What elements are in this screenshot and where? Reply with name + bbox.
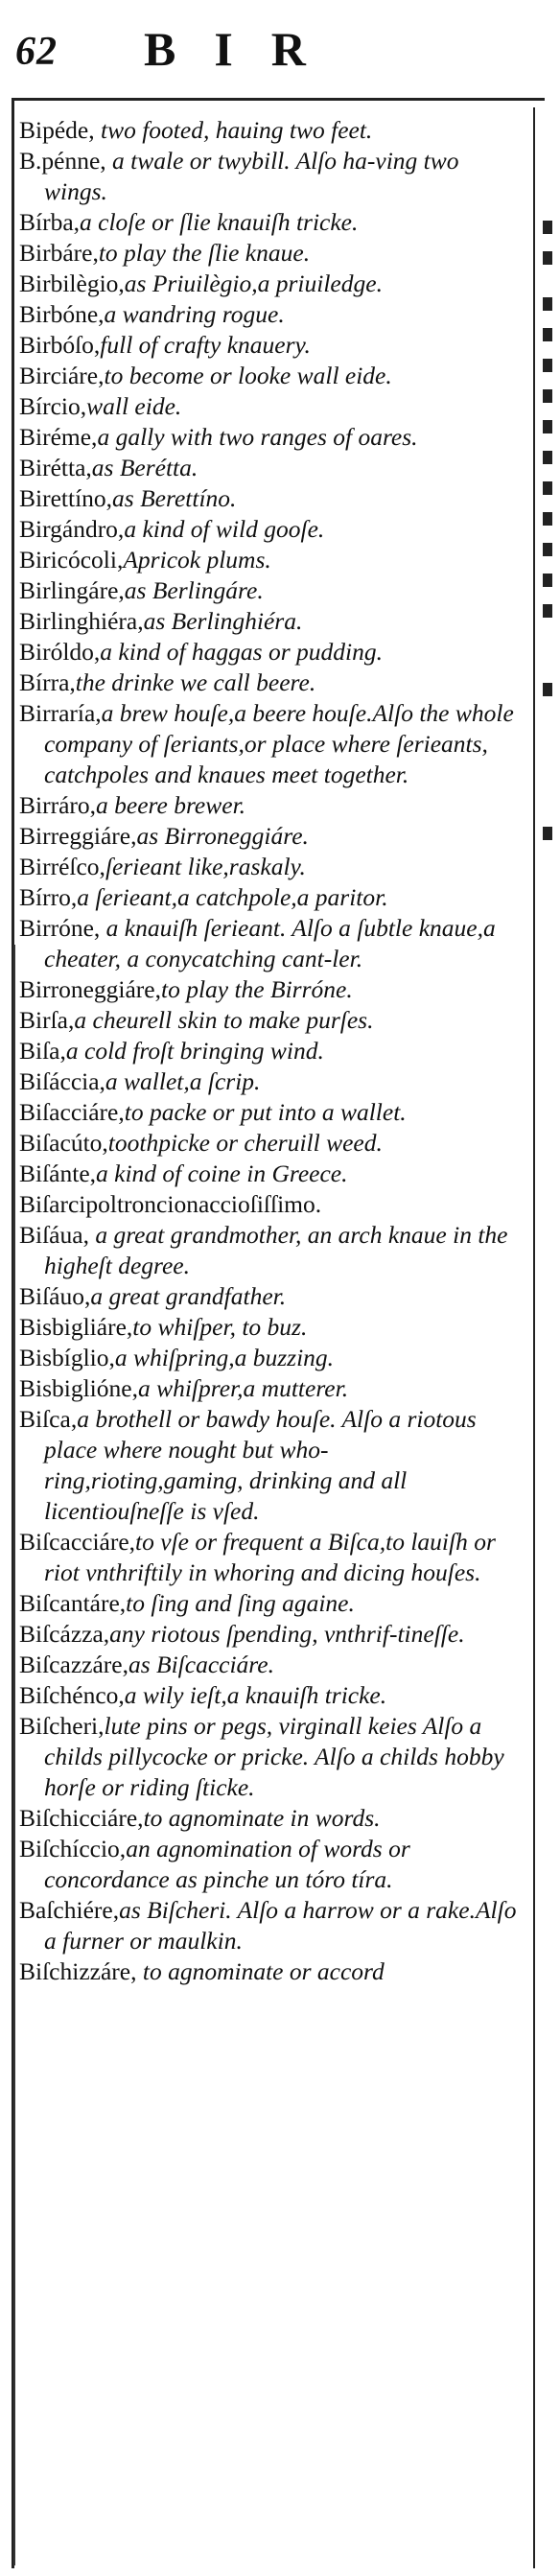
entry-headword: Birettíno, (19, 484, 113, 512)
dictionary-entry (19, 1220, 527, 1281)
adjacent-column-fragment (543, 221, 552, 234)
entry-headword: Birróne, (19, 914, 101, 942)
adjacent-column-fragment (543, 683, 552, 696)
entry-definition: as Berettíno. (112, 484, 237, 512)
dictionary-entry (19, 1159, 527, 1189)
entry-definition: Apricok plums. (123, 546, 271, 574)
entry-headword: Biſcazzáre, (19, 1651, 128, 1678)
entry-definition: a wandring rogue. (104, 300, 285, 328)
adjacent-column-fragment (543, 420, 552, 433)
entry-headword: Biſcázza, (19, 1620, 110, 1648)
dictionary-entry (19, 974, 527, 1005)
entry-definition: a whiſprer,a mutterer. (137, 1374, 349, 1402)
entry-definition: a cloſe or ſlie knauiſh tricke. (80, 208, 359, 236)
entry-definition: to agnominate in words. (143, 1804, 381, 1832)
entry-definition: full of crafty knauery. (100, 331, 311, 359)
entry-headword: B.pénne, (19, 147, 106, 175)
entry-definition: as Priuilègio,a priuiledge. (124, 269, 383, 297)
entry-definition: a cheurell skin to make purſes. (74, 1006, 374, 1034)
dictionary-entry (19, 1588, 527, 1619)
entry-headword: Biſchénco, (19, 1681, 125, 1709)
adjacent-column-fragment (543, 481, 552, 495)
entry-headword: Biſcantáre, (19, 1589, 127, 1617)
dictionary-entry (19, 575, 527, 606)
dictionary-entry (19, 361, 527, 391)
entry-headword: Birlinghiéra, (19, 607, 144, 635)
entry-definition: a wallet,a ſcrip. (105, 1067, 261, 1095)
entry-definition: a cold froſt bringing wind. (65, 1037, 324, 1065)
adjacent-column-fragment (543, 297, 552, 311)
entry-headword: Bírcio, (19, 392, 87, 420)
entry-headword: Birbóne, (19, 300, 105, 328)
entry-headword: Biſca, (19, 1405, 78, 1433)
adjacent-column-fragment (543, 574, 552, 587)
entry-definition: two footed, hauing two feet. (94, 116, 373, 144)
entry-headword: Biſáuo, (19, 1282, 91, 1310)
dictionary-entries (19, 115, 527, 1987)
adjacent-column-fragment (543, 359, 552, 372)
entry-headword: Birbáre, (19, 239, 99, 267)
entry-headword: Birraría, (19, 699, 102, 727)
entry-definition: a kind of haggas or pudding. (100, 638, 383, 666)
entry-headword: Birbóſo, (19, 331, 101, 359)
entry-headword: Biſchíccio, (19, 1835, 127, 1862)
entry-definition: a brew houſe,a beere houſe.Alſo the whole company of ſeriants,or place where ſerieants, catchpoles and knaues meet together. (44, 699, 514, 788)
dictionary-entry (19, 514, 527, 545)
top-rule (12, 98, 545, 101)
dictionary-entry (19, 391, 527, 422)
adjacent-column-fragment (543, 543, 552, 556)
entry-definition: lute pins or pegs, virginall keies Alſo a childs pillycocke or pricke. Alſo a childs hobby horſe or riding ſticke. (44, 1712, 504, 1801)
adjacent-column-fragment (543, 251, 552, 265)
dictionary-entry (19, 1680, 527, 1711)
entry-definition: toothpicke or cheruill weed. (107, 1129, 383, 1157)
entry-headword: Birlingáre, (19, 576, 125, 604)
dictionary-entry (19, 698, 527, 790)
entry-headword: Biſáua, (19, 1221, 89, 1249)
dictionary-entry (19, 453, 527, 483)
adjacent-column-fragment (543, 827, 552, 840)
entry-headword: Birroneggiáre, (19, 975, 161, 1003)
entry-definition: a wily ieſt,a knauiſh tricke. (124, 1681, 387, 1709)
entry-definition: a beere brewer. (96, 791, 246, 819)
entry-headword: Bírra, (19, 668, 76, 696)
entry-definition: a twale or twybill. Alſo ha-ving two wings. (44, 147, 459, 205)
dictionary-entry (19, 207, 527, 238)
dictionary-entry (19, 667, 527, 698)
entry-headword: Biréme, (19, 423, 98, 451)
entry-definition: to whiſper, to buz. (132, 1313, 308, 1341)
column-rule-inner (13, 945, 15, 2565)
entry-headword: Biróldo, (19, 638, 101, 666)
entry-definition: any riotous ſpending, vnthrif-tineſſe. (109, 1620, 465, 1648)
entry-definition: a great grandmother, an arch knaue in the higheſt degree. (44, 1221, 508, 1279)
dictionary-entry (19, 1373, 527, 1404)
dictionary-entry (19, 1036, 527, 1066)
entry-definition: as Berlingáre. (124, 576, 264, 604)
dictionary-entry (19, 1527, 527, 1588)
entry-definition: as Berétta. (91, 454, 198, 481)
dictionary-entry (19, 330, 527, 361)
dictionary-entry (19, 422, 527, 453)
adjacent-column-fragment (543, 389, 552, 403)
dictionary-entry (19, 1281, 527, 1312)
entry-definition: to play the Birróne. (160, 975, 353, 1003)
dictionary-entry (19, 1189, 527, 1220)
entry-definition: wall eide. (86, 392, 182, 420)
entry-headword: Birbilègio, (19, 269, 125, 297)
dictionary-entry (19, 1066, 527, 1097)
entry-headword: Bisbíglio, (19, 1344, 115, 1371)
dictionary-entry (19, 1312, 527, 1343)
entry-headword: Baſchiére, (19, 1896, 120, 1924)
entry-headword: Birgándro, (19, 515, 125, 543)
entry-definition: a brothell or bawdy houſe. Alſo a riotous place where nought but who-ring,rioting,gaming, drinking and all licentiouſneſſe is vſed. (44, 1405, 477, 1525)
entry-definition: a kind of wild gooſe. (124, 515, 325, 543)
entry-headword: Biſchicciáre, (19, 1804, 144, 1832)
dictionary-entry (19, 1619, 527, 1650)
entry-definition: as Berlinghiéra. (143, 607, 303, 635)
entry-headword: Bipéde, (19, 116, 95, 144)
entry-headword: Birréſco, (19, 853, 105, 880)
entry-headword: Biſchizzáre, (19, 1957, 137, 1985)
dictionary-entry (19, 882, 527, 913)
dictionary-entry (19, 545, 527, 575)
entry-definition: to become or looke wall eide. (104, 362, 392, 389)
page-number: 62 (15, 30, 58, 74)
dictionary-entry (19, 483, 527, 514)
adjacent-column-fragment (543, 604, 552, 618)
dictionary-entry (19, 913, 527, 974)
entry-definition: to agnominate or accord (136, 1957, 385, 1985)
entry-headword: Biricócoli, (19, 546, 124, 574)
entry-definition: as Biſcheri. Alſo a harrow or a rake.Alſo a furner or maulkin. (44, 1896, 517, 1955)
entry-headword: Biſacciáre, (19, 1098, 125, 1126)
dictionary-entry (19, 790, 527, 821)
entry-definition: ſerieant like,raskaly. (105, 853, 306, 880)
entry-definition: as Biſcacciáre. (128, 1651, 274, 1678)
entry-headword: Birreggiáre, (19, 822, 137, 850)
entry-definition: a knauiſh ſerieant. Alſo a ſubtle knaue,a cheater, a conycatching cant-ler. (44, 914, 496, 972)
dictionary-entry (19, 821, 527, 852)
entry-definition: to vſe or frequent a Biſca,to lauiſh or riot vnthriftily in whoring and dicing houſes. (44, 1528, 496, 1586)
entry-headword: Bírro, (19, 883, 78, 911)
entry-headword: Biſáccia, (19, 1067, 105, 1095)
entry-headword: Biſarcipoltroncionaccioſiſſimo. (19, 1190, 322, 1218)
entry-headword: Birciáre, (19, 362, 105, 389)
entry-headword: Biſa, (19, 1037, 66, 1065)
entry-headword: Bírba, (19, 208, 81, 236)
entry-headword: Birráro, (19, 791, 97, 819)
entry-definition: a great grandfather. (90, 1282, 287, 1310)
running-head: BIR (144, 22, 344, 76)
entry-definition: to play the ſlie knaue. (98, 239, 311, 267)
entry-headword: Biſacúto, (19, 1129, 108, 1157)
entry-definition: to packe or put into a wallet. (124, 1098, 407, 1126)
dictionary-entry (19, 269, 527, 299)
entry-definition: an agnomination of words or concordance as pinche un tóro tíra. (44, 1835, 410, 1893)
entry-definition: a kind of coine in Greece. (96, 1159, 348, 1187)
dictionary-entry (19, 1956, 527, 1987)
entry-headword: Biſcacciáre, (19, 1528, 136, 1556)
dictionary-entry (19, 146, 527, 207)
dictionary-entry (19, 299, 527, 330)
adjacent-column-fragment (543, 512, 552, 526)
entry-headword: Bisbigliáre, (19, 1313, 133, 1341)
entry-definition: as Birroneggiáre. (136, 822, 309, 850)
entry-definition: the drinke we call beere. (75, 668, 316, 696)
dictionary-entry (19, 1404, 527, 1527)
entry-headword: Biſánte, (19, 1159, 97, 1187)
adjacent-column-fragment (543, 451, 552, 464)
dictionary-entry (19, 1803, 527, 1834)
dictionary-entry (19, 1128, 527, 1159)
entry-definition: a gally with two ranges of oares. (97, 423, 418, 451)
dictionary-entry (19, 637, 527, 667)
dictionary-entry (19, 238, 527, 269)
dictionary-entry (19, 1834, 527, 1895)
dictionary-entry (19, 606, 527, 637)
entry-headword: Birſa, (19, 1006, 75, 1034)
dictionary-entry (19, 852, 527, 882)
dictionary-entry (19, 1097, 527, 1128)
dictionary-entry (19, 115, 527, 146)
dictionary-entry (19, 1005, 527, 1036)
page-header (0, 0, 560, 105)
column-rule-right (533, 107, 535, 2568)
dictionary-entry (19, 1711, 527, 1803)
entry-headword: Biſcheri, (19, 1712, 105, 1740)
adjacent-column-fragment (543, 328, 552, 341)
dictionary-entry (19, 1650, 527, 1680)
dictionary-entry (19, 1343, 527, 1373)
entry-headword: Birétta, (19, 454, 92, 481)
entry-definition: a whiſpring,a buzzing. (114, 1344, 335, 1371)
entry-definition: a ſerieant,a catchpole,a paritor. (77, 883, 388, 911)
entry-definition: to ſing and ſing againe. (126, 1589, 355, 1617)
entry-headword: Bisbiglióne, (19, 1374, 138, 1402)
dictionary-entry (19, 1895, 527, 1956)
